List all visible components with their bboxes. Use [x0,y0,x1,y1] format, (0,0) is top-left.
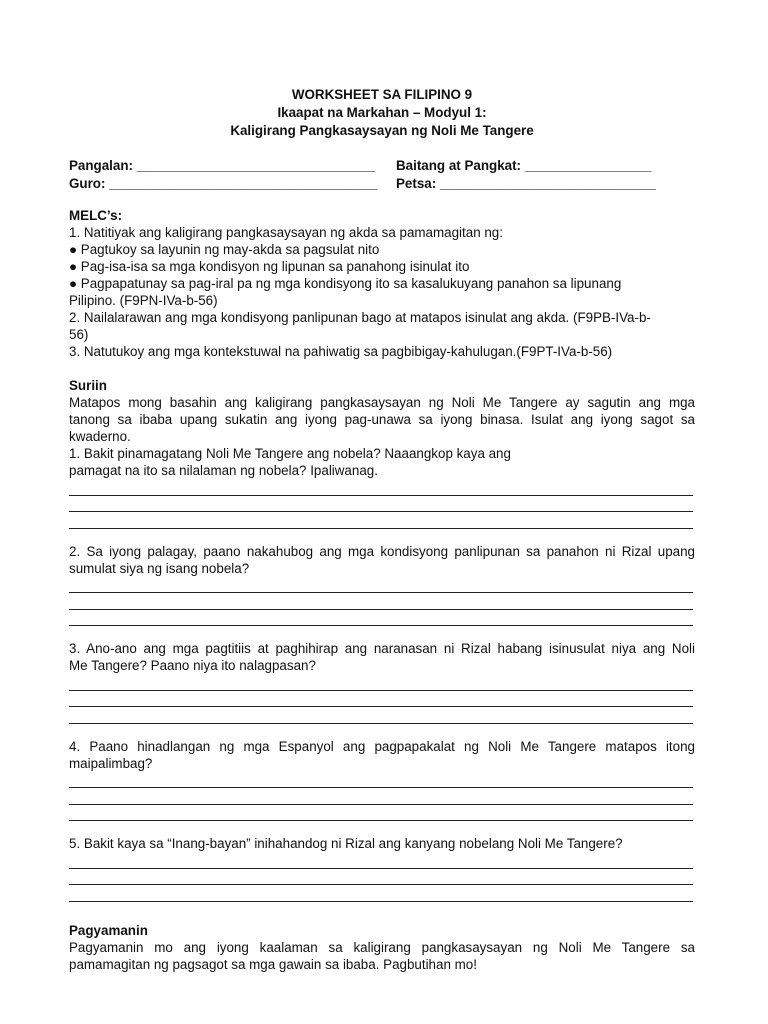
answer-lines-2[interactable] [69,592,695,626]
answer-line[interactable] [69,901,693,902]
worksheet-topic: Kaligirang Pangkasaysayan ng Noli Me Tangere [230,123,534,138]
answer-line[interactable] [69,592,693,593]
answer-line[interactable] [69,625,693,626]
answer-line[interactable] [69,495,693,496]
melc-line: ● Pagpapatunay sa pag-iral pa ng mga kondisyong ito sa kasalukuyang panahon sa lipunang [69,276,622,291]
name-field[interactable]: Pangalan: ________________________________ [69,158,376,173]
answer-lines-1[interactable] [69,495,695,529]
melc-heading: MELC’s: [69,208,123,223]
answer-line[interactable] [69,804,693,805]
answer-line[interactable] [69,787,693,788]
question-5 [69,835,695,852]
question-line: maipalimbag? [69,755,153,771]
intro-line: tanong sa ibaba upang sukatin ang iyong pag-unawa sa iyong binasa. Isulat ang iyong sagot sa [69,412,695,427]
melc-line: ● Pag-isa-isa sa mga kondisyon ng lipunan sa panahong isinulat ito [69,259,470,274]
answer-line[interactable] [69,723,693,724]
worksheet-title: WORKSHEET SA FILIPINO 9 [291,87,473,102]
answer-lines-3[interactable] [69,690,695,724]
answer-line[interactable] [69,609,693,610]
suriin-heading: Suriin [69,378,107,393]
intro-line: kwaderno. [69,429,131,444]
answer-line[interactable] [69,511,693,512]
answer-line[interactable] [69,706,693,707]
worksheet-page [69,86,695,973]
question-line: 2. Sa iyong palagay, paano nakahubog ang mga kondisyong panlipunan sa panahon ni Rizal upang [69,543,695,559]
question-line: Me Tangere? Paano niya ito nalagpasan? [69,658,316,673]
pagyamanin-line: Pagyamanin mo ang iyong kaalaman sa kaligirang pangkasaysayan ng Noli Me Tangere sa [69,939,695,955]
answer-lines-4[interactable] [69,787,695,821]
question-2 [69,543,695,577]
title-block [69,86,695,140]
question-4 [69,738,695,772]
melc-line: Pilipino. (F9PN-IVa-b-56) [69,293,218,308]
melc-line: 3. Natutukoy ang mga kontekstuwal na pahiwatig sa pagbibigay-kahulugan.(F9PT-IVa-b-56) [69,344,613,359]
answer-line[interactable] [69,528,693,529]
melc-line: ● Pagtukoy sa layunin ng may-akda sa pagsulat nito [69,242,380,257]
date-field[interactable]: Petsa: _____________________________ [396,176,656,191]
melc-list [69,224,695,360]
teacher-field[interactable]: Guro: ____________________________________ [69,176,378,191]
field-row-1 [69,157,695,175]
question-line: 5. Bakit kaya sa “Inang-bayan” inihahandog ni Rizal ang kanyang nobelang Noli Me Tangere? [69,836,623,851]
answer-lines-5[interactable] [69,868,695,902]
field-row-2 [69,175,695,193]
question-line: sumulat siya ng isang nobela? [69,560,250,576]
student-info-fields [69,157,695,193]
melc-line: 2. Nailalarawan ang mga kondisyong panlipunan bago at matapos isinulat ang akda. (F9PB-IVa-b- [69,310,651,325]
melc-line: 1. Natitiyak ang kaligirang pangkasaysayan ng akda sa pamamagitan ng: [69,225,503,240]
question-line: pamagat na ito sa nilalaman ng nobela? Ipaliwanag. [69,463,378,478]
question-1 [69,445,695,479]
worksheet-subtitle: Ikaapat na Markahan – Modyul 1: [277,105,487,120]
pagyamanin-heading: Pagyamanin [69,922,148,938]
answer-line[interactable] [69,868,693,869]
pagyamanin-line: pamamagitan ng pagsagot sa mga gawain sa ibaba. Pagbutihan mo! [69,956,477,972]
question-line: 3. Ano-ano ang mga pagtitiis at paghihirap ang naranasan ni Rizal habang isinusulat niya ang Noli [69,641,695,656]
grade-section-field[interactable]: Baitang at Pangkat: _________________ [396,158,652,173]
melc-line: 56) [69,327,89,342]
suriin-intro [69,394,695,445]
answer-line[interactable] [69,690,693,691]
question-line: 4. Paano hinadlangan ng mga Espanyol ang pagpapakalat ng Noli Me Tangere matapos itong [69,738,695,754]
intro-line: Matapos mong basahin ang kaligirang pangkasaysayan ng Noli Me Tangere ay sagutin ang mga [69,395,695,410]
question-3 [69,640,695,674]
pagyamanin-text [69,939,695,973]
answer-line[interactable] [69,884,693,885]
answer-line[interactable] [69,820,693,821]
question-line: 1. Bakit pinamagatang Noli Me Tangere ang nobela? Naaangkop kaya ang [69,446,511,461]
